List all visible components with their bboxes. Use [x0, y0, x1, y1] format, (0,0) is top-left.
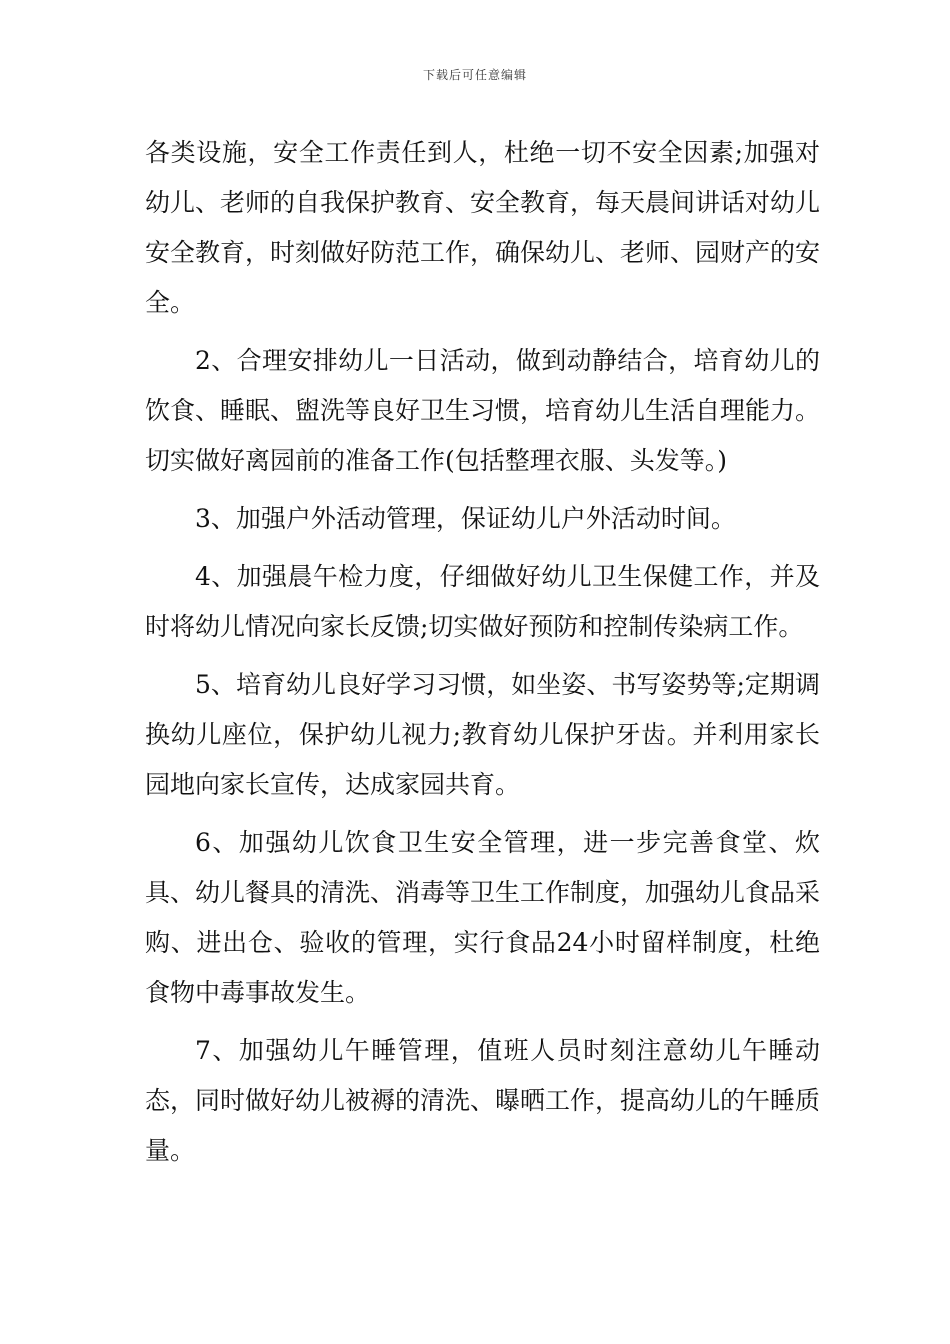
paragraph-item-2: 2、合理安排幼儿一日活动，做到动静结合，培育幼儿的饮食、睡眠、盥洗等良好卫生习惯，培育幼儿生活自理能力。切实做好离园前的准备工作(包括整理衣服、头发等。) [145, 346, 821, 475]
document-body [145, 128, 820, 1184]
paragraph-item-5: 5、培育幼儿良好学习习惯，如坐姿、书写姿势等;定期调换幼儿座位，保护幼儿视力;教育幼儿保护牙齿。并利用家长园地向家长宣传，达成家园共育。 [145, 670, 820, 799]
paragraph-item-4: 4、加强晨午检力度，仔细做好幼儿卫生保健工作，并及时将幼儿情况向家长反馈;切实做好预防和控制传染病工作。 [145, 562, 820, 641]
paragraph-item-3: 3、加强户外活动管理，保证幼儿户外活动时间。 [195, 504, 736, 533]
page-header-note: 下载后可任意编辑 [422, 68, 527, 82]
paragraph-item-7: 7、加强幼儿午睡管理，值班人员时刻注意幼儿午睡动态，同时做好幼儿被褥的清洗、曝晒工作，提高幼儿的午睡质量。 [145, 1036, 821, 1165]
paragraph-item-6: 6、加强幼儿饮食卫生安全管理，进一步完善食堂、炊具、幼儿餐具的清洗、消毒等卫生工作制度，加强幼儿食品采购、进出仓、验收的管理，实行食品24小时留样制度，杜绝食物中毒事故发生。 [145, 828, 821, 1007]
paragraph-continuation: 各类设施，安全工作责任到人，杜绝一切不安全因素;加强对幼儿、老师的自我保护教育、安全教育，每天晨间讲话对幼儿安全教育，时刻做好防范工作，确保幼儿、老师、园财产的安全。 [145, 138, 821, 317]
